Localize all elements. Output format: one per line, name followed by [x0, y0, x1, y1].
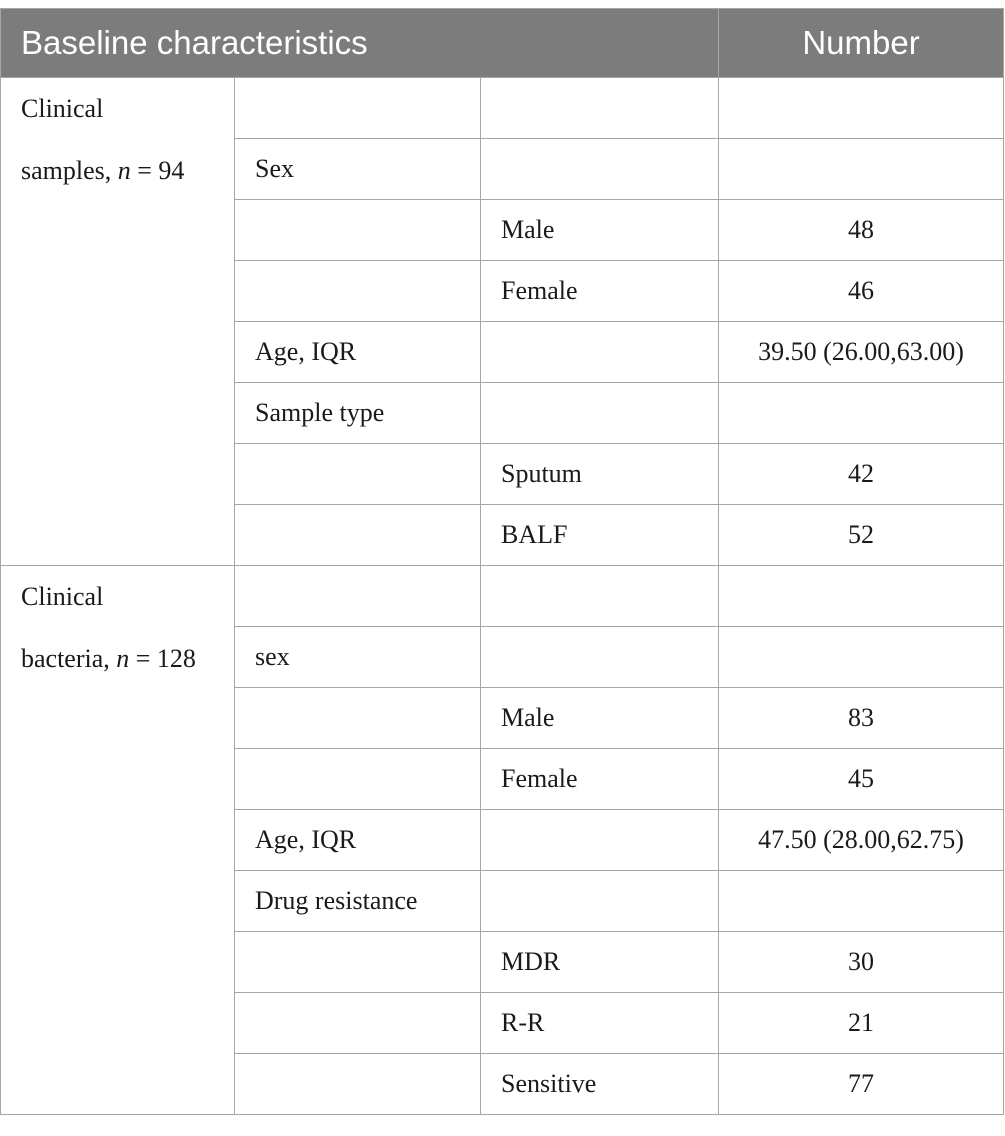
number-cell [719, 139, 1004, 200]
number-cell: 39.50 (26.00,63.00) [719, 322, 1004, 383]
subcategory-cell: R-R [481, 993, 719, 1054]
group-label-sub: bacteria, [21, 644, 117, 673]
subcategory-cell: Sputum [481, 444, 719, 505]
number-cell: 52 [719, 505, 1004, 566]
number-cell [719, 78, 1004, 139]
subcategory-cell: Male [481, 200, 719, 261]
number-cell [719, 627, 1004, 688]
category-cell [235, 749, 481, 810]
category-cell: Sex [235, 139, 481, 200]
subcategory-cell [481, 871, 719, 932]
subcategory-cell [481, 627, 719, 688]
group-label-main: Clinical [21, 582, 104, 611]
category-cell [235, 932, 481, 993]
subcategory-cell [481, 566, 719, 627]
number-cell: 47.50 (28.00,62.75) [719, 810, 1004, 871]
subcategory-cell: BALF [481, 505, 719, 566]
subcategory-cell: Female [481, 261, 719, 322]
header-row [1, 9, 1004, 78]
number-cell: 30 [719, 932, 1004, 993]
category-cell: Sample type [235, 383, 481, 444]
header-number: Number [719, 9, 1004, 78]
table-row [1, 566, 1004, 627]
header-baseline-characteristics: Baseline characteristics [1, 9, 719, 78]
baseline-characteristics-table [0, 8, 1004, 1115]
subcategory-cell: Female [481, 749, 719, 810]
category-cell [235, 688, 481, 749]
category-cell [235, 505, 481, 566]
subcategory-cell: Male [481, 688, 719, 749]
group-label [1, 566, 235, 1115]
subcategory-cell: MDR [481, 932, 719, 993]
subcategory-cell [481, 322, 719, 383]
group-label-n: n [116, 644, 130, 673]
category-cell [235, 78, 481, 139]
group-label-count: = 94 [130, 156, 185, 185]
category-cell: Age, IQR [235, 810, 481, 871]
category-cell [235, 1054, 481, 1115]
subcategory-cell [481, 383, 719, 444]
group-label-n: n [117, 156, 131, 185]
subcategory-cell: Sensitive [481, 1054, 719, 1115]
category-cell [235, 566, 481, 627]
group-label-sub: samples, [21, 156, 118, 185]
number-cell [719, 566, 1004, 627]
table-row [1, 78, 1004, 139]
group-label [1, 78, 235, 566]
subcategory-cell [481, 78, 719, 139]
category-cell [235, 993, 481, 1054]
number-cell: 46 [719, 261, 1004, 322]
number-cell: 48 [719, 200, 1004, 261]
category-cell: sex [235, 627, 481, 688]
category-cell: Age, IQR [235, 322, 481, 383]
number-cell [719, 871, 1004, 932]
category-cell: Drug resistance [235, 871, 481, 932]
subcategory-cell [481, 810, 719, 871]
category-cell [235, 444, 481, 505]
number-cell [719, 383, 1004, 444]
category-cell [235, 200, 481, 261]
number-cell: 83 [719, 688, 1004, 749]
subcategory-cell [481, 139, 719, 200]
group-label-count: = 128 [129, 644, 196, 673]
number-cell: 21 [719, 993, 1004, 1054]
group-label-main: Clinical [21, 94, 104, 123]
category-cell [235, 261, 481, 322]
number-cell: 77 [719, 1054, 1004, 1115]
number-cell: 42 [719, 444, 1004, 505]
number-cell: 45 [719, 749, 1004, 810]
